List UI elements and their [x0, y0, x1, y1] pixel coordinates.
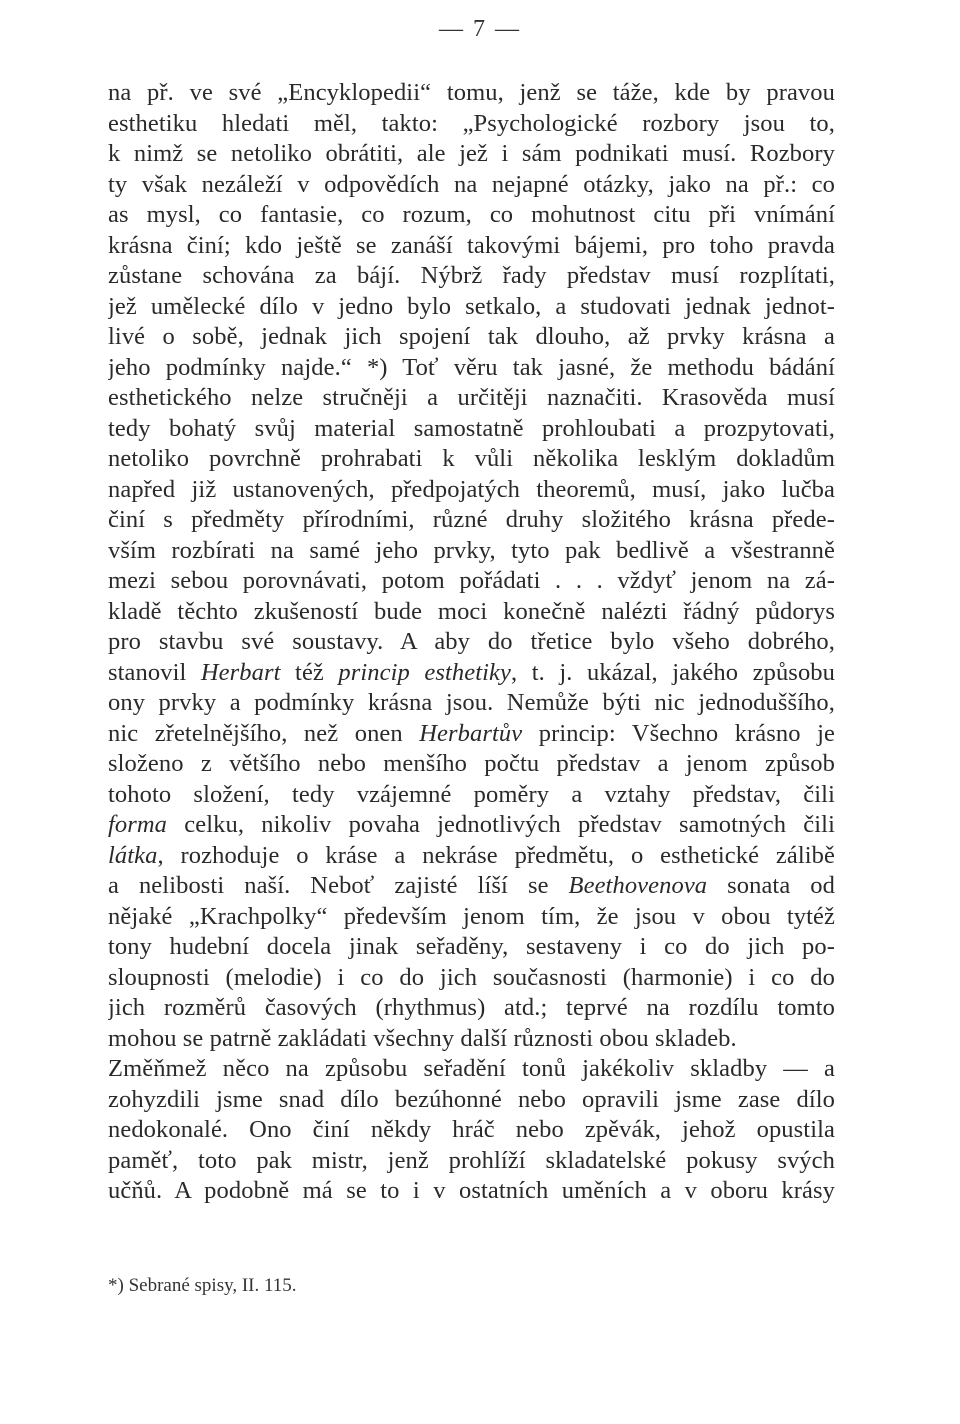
text-line: složeno z většího nebo menšího počtu představ a jenom způsob: [108, 750, 835, 777]
text-line: látka, rozhoduje o kráse a nekráse předmětu, o esthetické zálibě: [108, 841, 835, 869]
text-line: pro stavbu své soustavy. A aby do třetice bylo všeho dobrého,: [108, 628, 835, 655]
text-line: a nelibosti naší. Neboť zajisté líší se Beethovenova sonata od: [108, 872, 835, 899]
text-line: stanovil Herbart též princip esthetiky, t. j. ukázal, jakého způsobu: [108, 658, 835, 686]
text-line: jež umělecké dílo v jedno bylo setkalo, a studovati jednak jednot-: [108, 292, 835, 320]
text-line: kladě těchto zkušeností bude moci konečně nalézti řádný půdorys: [108, 597, 835, 625]
text-line: mohou se patrně zakládati všechny další různosti obou skladeb.: [108, 1024, 737, 1052]
text-line: jich rozměrů časových (rhythmus) atd.; teprvé na rozdílu tomto: [108, 994, 835, 1021]
text-line: ty však nezáleží v odpovědích na nejapné otázky, jako na př.: co: [108, 170, 835, 198]
text-line: napřed již ustanovených, předpojatých theoremů, musí, jako lučba: [108, 475, 835, 503]
text-line: netoliko povrchně prohrabati k vůli několika lesklým dokladům: [108, 445, 835, 472]
page-number: — 7 —: [439, 16, 521, 42]
text-line: nějaké „Krachpolky“ především jenom tím, že jsou v obou tytéž: [108, 902, 835, 930]
text-line: paměť, toto pak mistr, jenž prohlíží skladatelské pokusy svých: [108, 1146, 835, 1174]
text-line: esthetického nelze stručněji a určitěji naznačiti. Krasověda musí: [108, 384, 835, 411]
text-line: tony hudební docela jinak seřaděny, sestaveny i co do jich po-: [108, 933, 835, 960]
text-line: jeho podmínky najde.“ *) Toť věru tak jasné, že methodu bádání: [108, 353, 835, 381]
text-line: forma celku, nikoliv povaha jednotlivých představ samotných čili: [108, 811, 835, 838]
text-line: nic zřetelnějšího, než onen Herbartův princip: Všechno krásno je: [108, 719, 835, 747]
text-line: činí s předměty přírodními, různé druhy složitého krásna přede-: [108, 506, 835, 533]
text-line: zůstane schována za bájí. Nýbrž řady představ musí rozplítati,: [108, 262, 835, 289]
text-line: krásna činí; kdo ještě se zanáší takovými bájemi, pro toho pravda: [108, 231, 835, 259]
text-line: Změňmež něco na způsobu seřadění tonů jakékoliv skladby — a: [108, 1055, 835, 1082]
text-line: as mysl, co fantasie, co rozum, co mohutnost citu při vnímání: [108, 201, 835, 228]
body-text: [108, 78, 835, 1207]
text-line: k nimž se netoliko obrátiti, ale jež i sám podnikati musí. Rozbory: [108, 140, 835, 167]
text-line: tohoto složení, tedy vzájemné poměry a vztahy představ, čili: [108, 780, 835, 808]
footnote: *) Sebrané spisy, II. 115.: [108, 1275, 297, 1296]
text-line: ony prvky a podmínky krásna jsou. Nemůže býti nic jednoduššího,: [108, 689, 835, 716]
text-line: sloupnosti (melodie) i co do jich současnosti (harmonie) i co do: [108, 963, 835, 991]
text-line: tedy bohatý svůj material samostatně prohloubati a prozpytovati,: [108, 414, 835, 442]
text-line: mezi sebou porovnávati, potom pořádati . . . vždyť jenom na zá-: [108, 567, 835, 594]
text-line: vším rozbírati na samé jeho prvky, tyto pak bedlivě a všestranně: [108, 536, 835, 564]
text-line: zohyzdili jsme snad dílo bezúhonné nebo opravili jsme zase dílo: [108, 1085, 835, 1113]
text-line: na př. ve své „Encyklopedii“ tomu, jenž se táže, kde by pravou: [108, 79, 835, 106]
text-line: esthetiku hledati měl, takto: „Psychologické rozbory jsou to,: [108, 109, 835, 137]
text-line: nedokonalé. Ono činí někdy hráč nebo zpěvák, jehož opustila: [108, 1116, 835, 1143]
text-line: livé o sobě, jednak jich spojení tak dlouho, až prvky krásna a: [108, 323, 835, 350]
text-line: učňů. A podobně má se to i v ostatních uměních a v oboru krásy: [108, 1177, 835, 1204]
